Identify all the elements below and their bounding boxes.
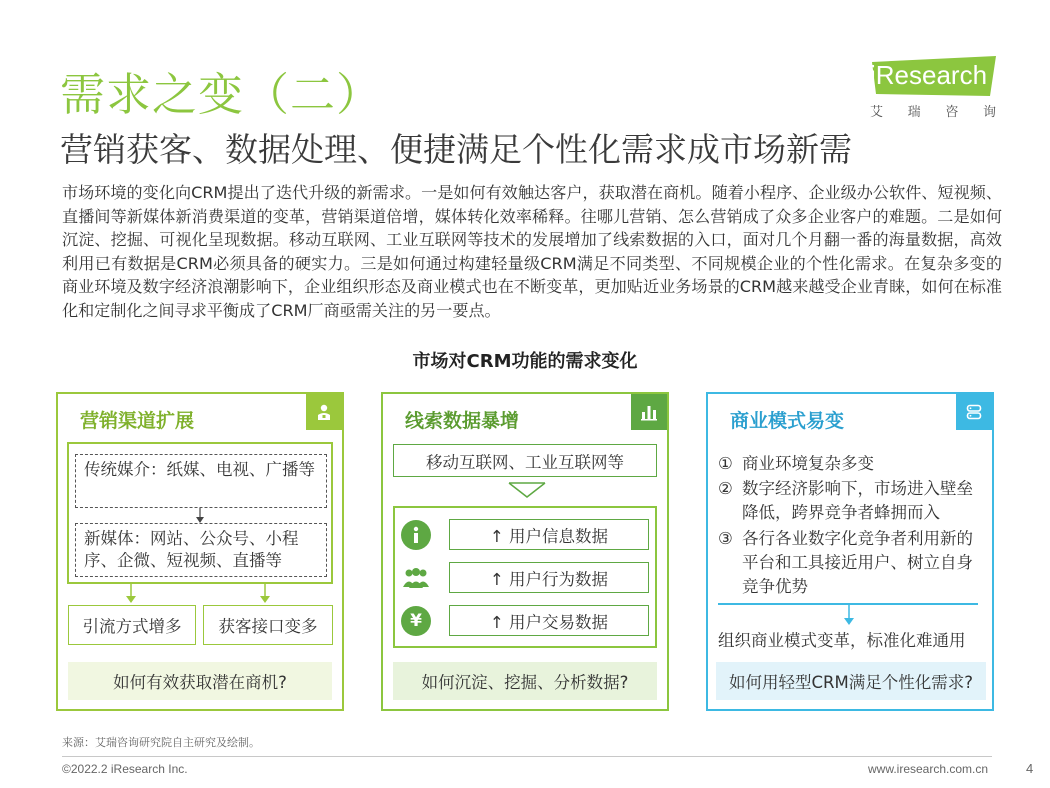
logo-char: 询 (982, 105, 996, 120)
arrow-down-icon (125, 584, 137, 604)
list-number: ① (718, 454, 733, 473)
marketing-channel-panel (56, 392, 344, 711)
user-info-data: ↑ 用户信息数据 (449, 519, 649, 550)
question-bar: 如何沉淀、挖掘、分析数据? (393, 662, 657, 700)
iresearch-logo (868, 54, 996, 120)
new-media-box: 新媒体：网站、公众号、小程序、企微、短视频、直播等 (75, 523, 327, 577)
panel-title: 营销渠道扩展 (80, 410, 195, 432)
list-number: ③ (718, 529, 733, 548)
logo-char: 咨 (945, 105, 959, 120)
arrow-down-icon (193, 508, 207, 524)
panel-title: 线索数据暴增 (405, 410, 520, 432)
website-url: www.iresearch.com.cn (868, 762, 989, 776)
list-item (718, 452, 988, 476)
panel-title: 商业模式易变 (730, 410, 845, 432)
traffic-methods-box: 引流方式增多 (68, 605, 196, 645)
arrow-down-icon (259, 584, 271, 604)
list-text: 商业环境复杂多变 (742, 454, 874, 473)
logo-brand: iResearch (870, 60, 988, 90)
page-subtitle: 营销获客、数据处理、便捷满足个性化需求成市场新需 (60, 130, 852, 169)
business-model-panel (706, 392, 994, 711)
page-number: 4 (1026, 761, 1034, 776)
acquisition-channels-box: 获客接口变多 (203, 605, 333, 645)
section-title: 市场对CRM功能的需求变化 (412, 351, 638, 372)
traditional-media-box: 传统媒介：纸媒、电视、广播等 (75, 454, 327, 508)
panel-header (708, 394, 992, 434)
page-title: 需求之变（二） (60, 68, 383, 121)
list-text: 各行各业数字化竞争者利用新的平台和工具接近用户、树立自身竞争优势 (742, 529, 973, 596)
bar-chart-icon (631, 394, 667, 430)
data-source-box: 移动互联网、工业互联网等 (393, 444, 657, 477)
users-icon (401, 563, 431, 593)
user-behavior-data: ↑ 用户行为数据 (449, 562, 649, 593)
question-bar: 如何有效获取潜在商机? (68, 662, 332, 700)
logo-char: 瑞 (907, 105, 921, 120)
chevron-down-icon (507, 481, 547, 501)
list-text: 数字经济影响下，市场进入壁垒降低，跨界竞争者蜂拥而入 (742, 479, 973, 522)
list-item (718, 527, 988, 599)
yen-icon: ¥ (401, 606, 431, 636)
conclusion-text: 组织商业模式变革，标准化难通用 (718, 631, 966, 650)
panel-header (58, 394, 342, 434)
server-icon (956, 394, 992, 430)
footer-divider (62, 756, 992, 757)
lead-data-panel (381, 392, 669, 711)
info-icon (401, 520, 431, 550)
intro-paragraph: 市场环境的变化向CRM提出了迭代升级的新需求。一是如何有效触达客户，获取潜在商机。随着小程序、企业级办公软件、短视频、直播间等新媒体新消费渠道的变革，营销渠道倍增，媒体转化效率稀释。往哪儿营销、怎么营销成了众多企业客户的难题。二是如何沉淀、挖掘、可视化呈现数据。移动互联网、工业互联网等技术的发展增加了线索数据的入口，面对几个月翻一番的海量数据，高效利用已有数据是CRM必须具备的硬实力。三是如何通过构建轻量级CRM满足不同类型、不同规模企业的个性化需求。在复杂多变的商业环境及数字经济浪潮影响下，企业组织形态及商业模式也在不断变革，更加贴近业务场景的CRM越来越受企业青睐，如何在标准化和定制化之间寻求平衡成了CRM厂商亟需关注的另一要点。 (62, 183, 1002, 320)
logo-chinese (870, 101, 996, 120)
logo-char: 艾 (870, 105, 884, 120)
user-transaction-data: ↑ 用户交易数据 (449, 605, 649, 636)
panel-header (383, 394, 667, 434)
question-bar: 如何用轻型CRM满足个性化需求? (716, 662, 986, 700)
copyright: ©2022.2 iResearch Inc. (62, 762, 188, 776)
list-item (718, 477, 988, 525)
person-podium-icon (306, 394, 342, 430)
list-number: ② (718, 479, 733, 498)
arrow-down-icon (843, 604, 855, 626)
source-note: 来源：艾瑞咨询研究院自主研究及绘制。 (62, 736, 260, 749)
